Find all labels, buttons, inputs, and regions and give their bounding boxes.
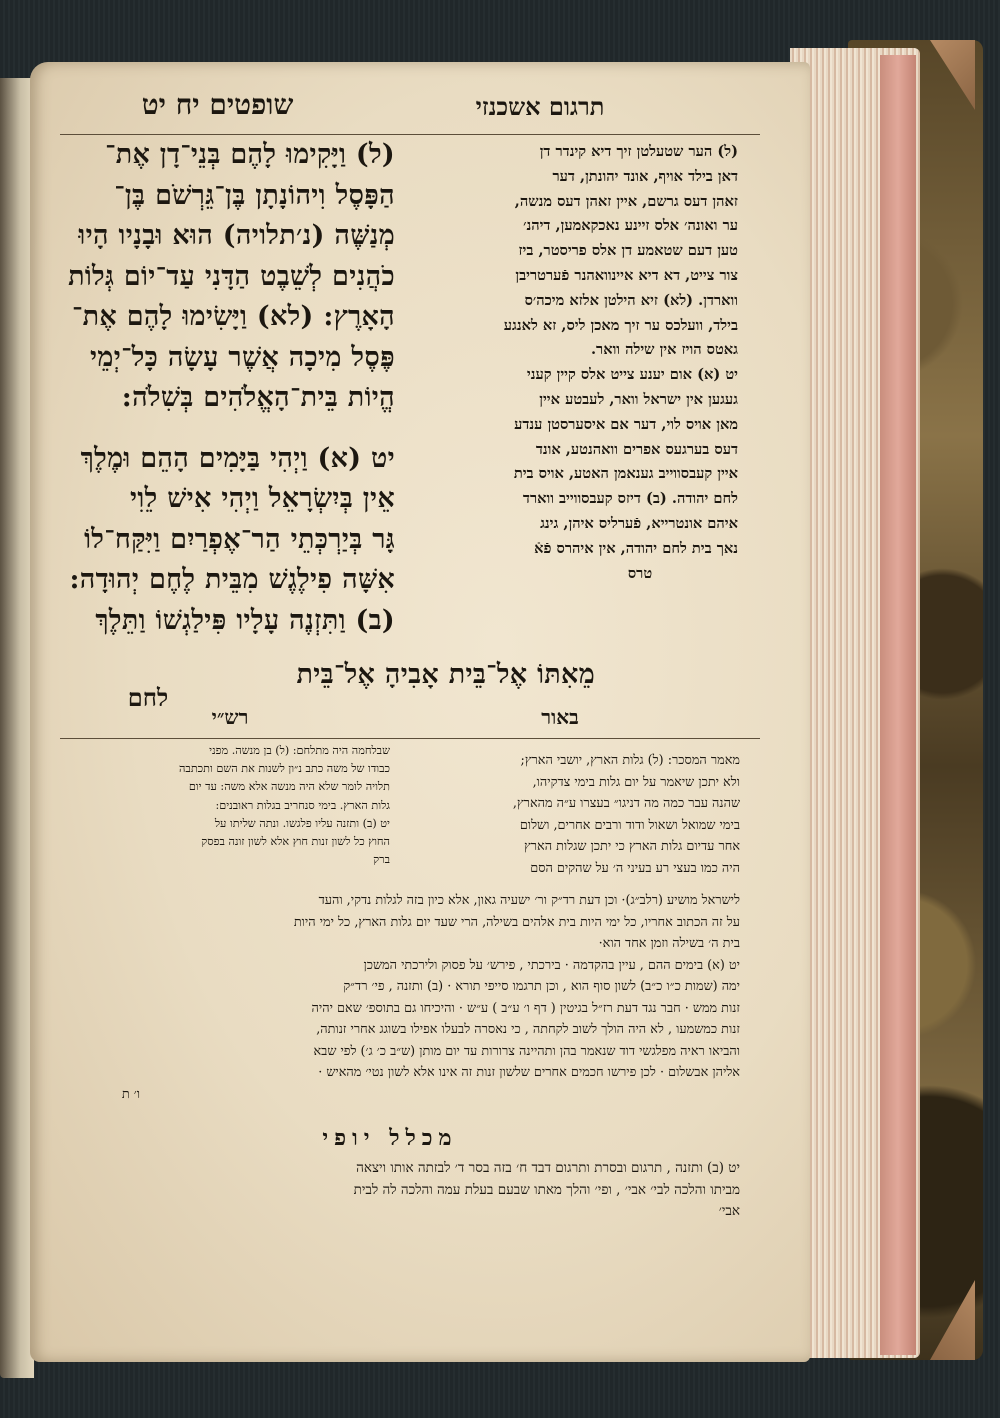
rashi-line: יט (ב) ותזנה עליו פלגשו. ונתה שליתו על bbox=[214, 816, 390, 830]
translation-column bbox=[408, 140, 738, 562]
commentary-line: ימה (שמות כ״ו כ״ב) לשון סוף הוא , וכן תרגמו סייפי תורא · (ב) ותזנה , פי׳ רד״ק bbox=[343, 979, 740, 994]
commentary-line: על זה הכתוב אחריו, כל ימי היות בית אלהים בשילה, הרי שעד יום גלות הארץ, כל ימי היות bbox=[293, 914, 740, 930]
commentary-rule bbox=[60, 738, 760, 739]
catchword: לחם bbox=[127, 683, 169, 712]
hebrew-line: מְנַשֶּׁה (נ׳תלויה) הוּא וּבָנָיו הָיוּ bbox=[78, 220, 395, 251]
rashi-line: שבלחמה היה מתלחם: (ל) בן מנשה. מפני bbox=[209, 744, 390, 757]
translation-catchword: טרס bbox=[627, 565, 653, 582]
hebrew-line: אֵין בְּיִשְׂרָאֵל וַיְהִי אִישׁ לֵוִי bbox=[130, 483, 395, 514]
hebrew-line: פֶּסֶל מִיכָה אֲשֶׁר עָשָׂה כָּל־יְמֵי bbox=[90, 341, 395, 373]
biur-line: ולא יתכן שיאמר על יום גלות בימי צדקיהו, bbox=[532, 774, 740, 790]
biur-line: מאמר המסכר: (ל) גלות הארץ, יושבי הארץ; bbox=[520, 753, 740, 768]
hebrew-line: אִשָּׁה פִילֶגֶשׁ מִבֵּית לֶחֶם יְהוּדָה: bbox=[69, 564, 395, 595]
commentary-line: יט (א) בימים ההם , עיין בהקדמה · בירכתי , פירש׳ על פסוק ולירכתי המשכן bbox=[363, 957, 740, 973]
hebrew-line: (ל) וַיָּקִימוּ לָהֶם בְּנֵי־דָן אֶת־ bbox=[105, 139, 395, 170]
biur-line: היה כמו בעצי רע בעיני ה׳ על שהקים הסם bbox=[530, 860, 740, 876]
rashi-commentary bbox=[50, 742, 390, 869]
commentary-line: לישראל מושיע (רלב״ג)· וכן דעת רד״ק ור׳ ישעיה גאון, אלא כיון בזה לגלות נדקי, והעד bbox=[318, 893, 740, 908]
translation-line: איהם אונטרייא, פֿערליס איהן, גינג bbox=[540, 514, 738, 532]
translation-line: זאהן דעס גרשם, איין זאהן דעס מנשה, bbox=[514, 192, 738, 210]
michlal-line: יט (ב) ותזנה , תרגום ובסרת ותרגום דבד ח׳ בזה בסר ד׳ לבזתה אותו ויצאה bbox=[356, 1160, 740, 1176]
translation-line: טען דעם שטאמע דן אלס פריסטר, ביז bbox=[518, 242, 738, 260]
translation-line: מאן אויס לוי, דער אם איסערסטן ענדע bbox=[514, 415, 738, 433]
translation-line: בילד, וועלכס ער זיך מאכן ליס, זא לאנגע bbox=[503, 316, 738, 334]
rashi-line: גלות הארץ. בימי סנחריב בגלות ראובנים: bbox=[215, 798, 390, 812]
biur-commentary bbox=[400, 750, 740, 879]
commentary-line: ו׳ ת bbox=[121, 1086, 140, 1102]
hebrew-text-column bbox=[40, 135, 395, 641]
michlal-commentary bbox=[45, 1158, 740, 1223]
michlal-line: מביתו והלכה לבי׳ אבי׳ , ופי׳ והלך מאתו שבעם בעלת עמה והלכה לה לבית bbox=[353, 1181, 740, 1198]
translation-line: נאך בית לחם יהודה, אין איהרס פֿאֿ bbox=[534, 539, 738, 557]
rashi-line: החוץ כל לשון זנות חוץ אלא לשון זונה בפסק bbox=[201, 835, 390, 849]
translation-line: לחם יהודה. (ב) דיזס קעבסווייב ווארד bbox=[522, 490, 738, 508]
translation-line: גאטס הויז אין שילה וואר. bbox=[590, 341, 738, 359]
hebrew-spacer bbox=[40, 419, 395, 439]
translation-line: איין קעבסווייב גענאמן האטע, אויס בית bbox=[513, 465, 738, 483]
michlal-title: מכלל יופי bbox=[322, 1125, 458, 1151]
translation-line: דאן בילד אויף, אונד יהונתן, דער bbox=[552, 167, 738, 185]
left-page-edge bbox=[0, 78, 34, 1378]
hebrew-line: הַפָּסֶל וִיהוֹנָתָן בֶּן־גֵּרְשֹׁם בֶּן־ bbox=[114, 179, 395, 211]
biur-title: באור bbox=[541, 705, 579, 729]
page-header-left: שופטים יח יט bbox=[141, 88, 294, 121]
hebrew-line: הָאָרֶץ: (לא) וַיָּשִׂימוּ לָהֶם אֶת־ bbox=[71, 301, 395, 332]
translation-line: יט (א) אום יענע צייט אלס קיין קעני bbox=[526, 366, 738, 384]
translation-line: (ל) הער שטעלטן זיך דיא קינדר דן bbox=[539, 143, 738, 160]
red-page-edges bbox=[880, 55, 916, 1355]
hebrew-line: כֹהֲנִים לְשֵׁבֶט הַדָּנִי עַד־יוֹם גְּלוֹת bbox=[68, 260, 395, 292]
translation-line: ווארדן. (לא) זיא הילטן אלזא מיכה׳ס bbox=[524, 291, 738, 309]
page-header-right: תרגום אשכנזי bbox=[475, 92, 605, 121]
commentary-line: והביאו ראיה מפלגשי דוד שנאמר בהן ותהיינה צרורות עד יום מותן (ש״ב כ׳ ג׳) לפי שבא bbox=[313, 1043, 740, 1059]
hebrew-line: יט (א) וַיְהִי בַּיָּמִים הָהֵם וּמֶלֶךְ bbox=[80, 442, 395, 474]
biur-line: שהנה עבר כמה מה דניגו״ בעצרו ע״ה מהארץ, bbox=[512, 796, 740, 811]
hebrew-line: הֱיוֹת בֵּית־הָאֱלֹהִים בְּשִׁלֹה: bbox=[121, 382, 395, 413]
translation-line: צור צייט, דא דיא איינוואהנר פֿערטריבן bbox=[515, 266, 738, 284]
commentary-line: זנות ממש · חבר נגד דעת רז״ל בגיטין ( דף ו׳ ע״ב ) ע״ש · והיכיחו גם בתוספ׳ שאם יהיה bbox=[311, 1000, 740, 1016]
commentary-line: זנות כמשמעו , לא היה הולך לשוב לקחתה , כי נאסרה לבעלו אפילו בשוגג אחרי זנותה, bbox=[316, 1022, 740, 1037]
rashi-line: תלויה לומר שלא היה מנשה אלא משה: עד יום bbox=[188, 780, 390, 794]
biur-line: אחר עדיום גלות הארץ כי יתכן שגלות הארץ bbox=[524, 839, 740, 854]
rashi-line: ברק bbox=[373, 853, 390, 867]
hebrew-line-wide: מֵאִתּוֹ אֶל־בֵּית אָבִיהָ אֶל־בֵּית bbox=[296, 659, 595, 690]
hebrew-line: גָּר בְּיַרְכְּתֵי הַר־אֶפְרַיִם וַיִּקַּח־לוֹ bbox=[84, 523, 395, 555]
translation-line: געגען אין ישראל וואר, לעבטע איין bbox=[539, 390, 738, 408]
rashi-title: רש״י bbox=[211, 705, 249, 729]
rashi-line: כבודו של משה כתב נ״ון לשנות את השם ותכתבה bbox=[179, 762, 390, 776]
commentary-line: אליהן אבשלום · לכן פירשו חכמים אחרים שלשון זנות זה אינו אלא לשון נטי׳ מהאיש · bbox=[318, 1065, 740, 1080]
full-width-commentary bbox=[45, 890, 740, 1105]
michlal-line: אבי׳ bbox=[718, 1203, 740, 1219]
biur-line: בימי שמואל ושאול ודוד ורבים אחרים, ושלום bbox=[519, 817, 740, 833]
commentary-line: בית ה׳ בשילה וזמן אחד הוא· bbox=[598, 936, 740, 951]
translation-line: ער ואונה׳ אלס זיינע נאכקאמען, דיהנ׳ bbox=[523, 217, 738, 235]
hebrew-line: (ב) וַתִּזְנֶה עָלָיו פִּילַגְשׁוֹ וַתֵּלֶךְ bbox=[95, 604, 395, 636]
translation-line: דעס בערגעס אפרים וואהנטע, אונד bbox=[535, 440, 738, 458]
